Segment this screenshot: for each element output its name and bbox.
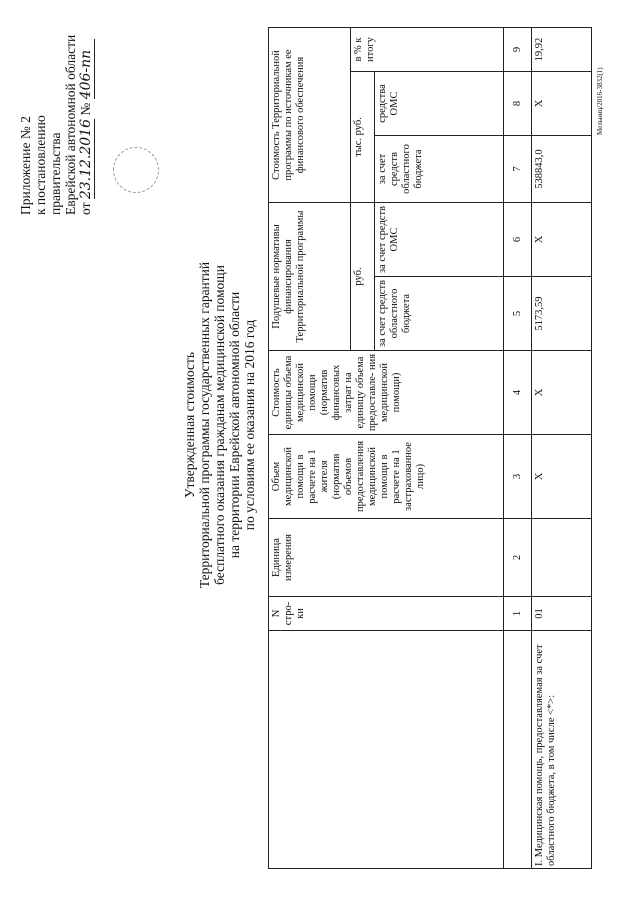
header-name-cell: [269, 630, 504, 868]
row-tc-percent: 19,92: [534, 37, 545, 62]
number-cell: 4: [504, 350, 532, 434]
header-tc-percent: в % к итогу: [351, 28, 504, 71]
number-value: 406-пп: [79, 39, 95, 99]
row-pc-budget: 5173,59: [532, 276, 591, 350]
heading-line: Территориальной программы государственных гарантий: [197, 261, 212, 589]
number-cell: 7: [504, 135, 532, 202]
footer-code: Мельниц/2016-3832(1): [596, 67, 604, 135]
appendix-line: к постановлению: [33, 115, 48, 215]
row-number: 01: [532, 596, 591, 630]
number-cell: 3: [504, 434, 532, 518]
header-total-unit: тыс. руб.: [351, 71, 375, 202]
row-tc-budget: 538843,0: [532, 135, 591, 202]
header-tc-oms: средства ОМС: [375, 71, 504, 135]
row-name: I. Медицинская помощь, предоставляемая за счет областного бюджета, в том числе <*>:: [532, 630, 591, 868]
row-volume: X: [532, 434, 591, 518]
header-tc-budget: за счет средств областного бюджета: [375, 135, 504, 202]
row-pc-oms: X: [532, 202, 591, 276]
number-cell: [504, 630, 532, 868]
number-cell: 2: [504, 518, 532, 596]
appendix-block: [18, 15, 95, 215]
number-cell: 6: [504, 202, 532, 276]
appendix-date-line: [78, 15, 95, 215]
heading-line: бесплатного оказания гражданам медицинской помощи: [212, 265, 227, 585]
header-pc-oms: за счет средств ОМС: [375, 202, 504, 276]
date-value: 23.12.2016: [78, 118, 94, 200]
appendix-line: Приложение № 2: [18, 116, 33, 215]
appendix-line: правительства: [48, 132, 63, 215]
header-total-cost: Стоимость Территориальной программы по источникам ее финансового обеспечения: [269, 28, 351, 202]
row-cost: X: [532, 350, 591, 434]
number-cell: 5: [504, 276, 532, 350]
number-prefix: №: [78, 102, 93, 116]
header-per-capita: Подушевые нормативы финансирования Территориальной программы: [269, 202, 351, 350]
header-row-no: N стро- ки: [269, 596, 504, 630]
appendix-line: Еврейской автономной области: [63, 34, 78, 215]
heading-line: Утвержденная стоимость: [182, 351, 197, 499]
document-heading: [182, 215, 257, 635]
row-unit: [532, 518, 591, 596]
number-cell: 1: [504, 596, 532, 630]
stamp-mark: [113, 147, 159, 193]
header-per-capita-unit: руб.: [351, 202, 375, 350]
header-pc-budget: за счет средств областного бюджета: [375, 276, 504, 350]
date-prefix: от: [78, 202, 93, 215]
header-unit: Единица измерения: [269, 518, 504, 596]
row-tc-oms: X: [532, 71, 591, 135]
heading-line: на территории Еврейской автономной области: [227, 291, 242, 559]
number-cell: 9: [504, 28, 532, 71]
number-cell: 8: [504, 71, 532, 135]
header-cost: Стоимость единицы объема медицинской помощи (норматив финансовых затрат на единицу объема предоставле- ния медицинской помощи): [269, 350, 504, 434]
cost-table: [268, 27, 592, 869]
heading-line: по условиям ее оказания на 2016 год: [242, 319, 257, 531]
header-volume: Объем медицинской помощи в расчете на 1 жителя (норматив объемов предоставления медицинской помощи в расчете на 1 застрахованное лицо): [269, 434, 504, 518]
